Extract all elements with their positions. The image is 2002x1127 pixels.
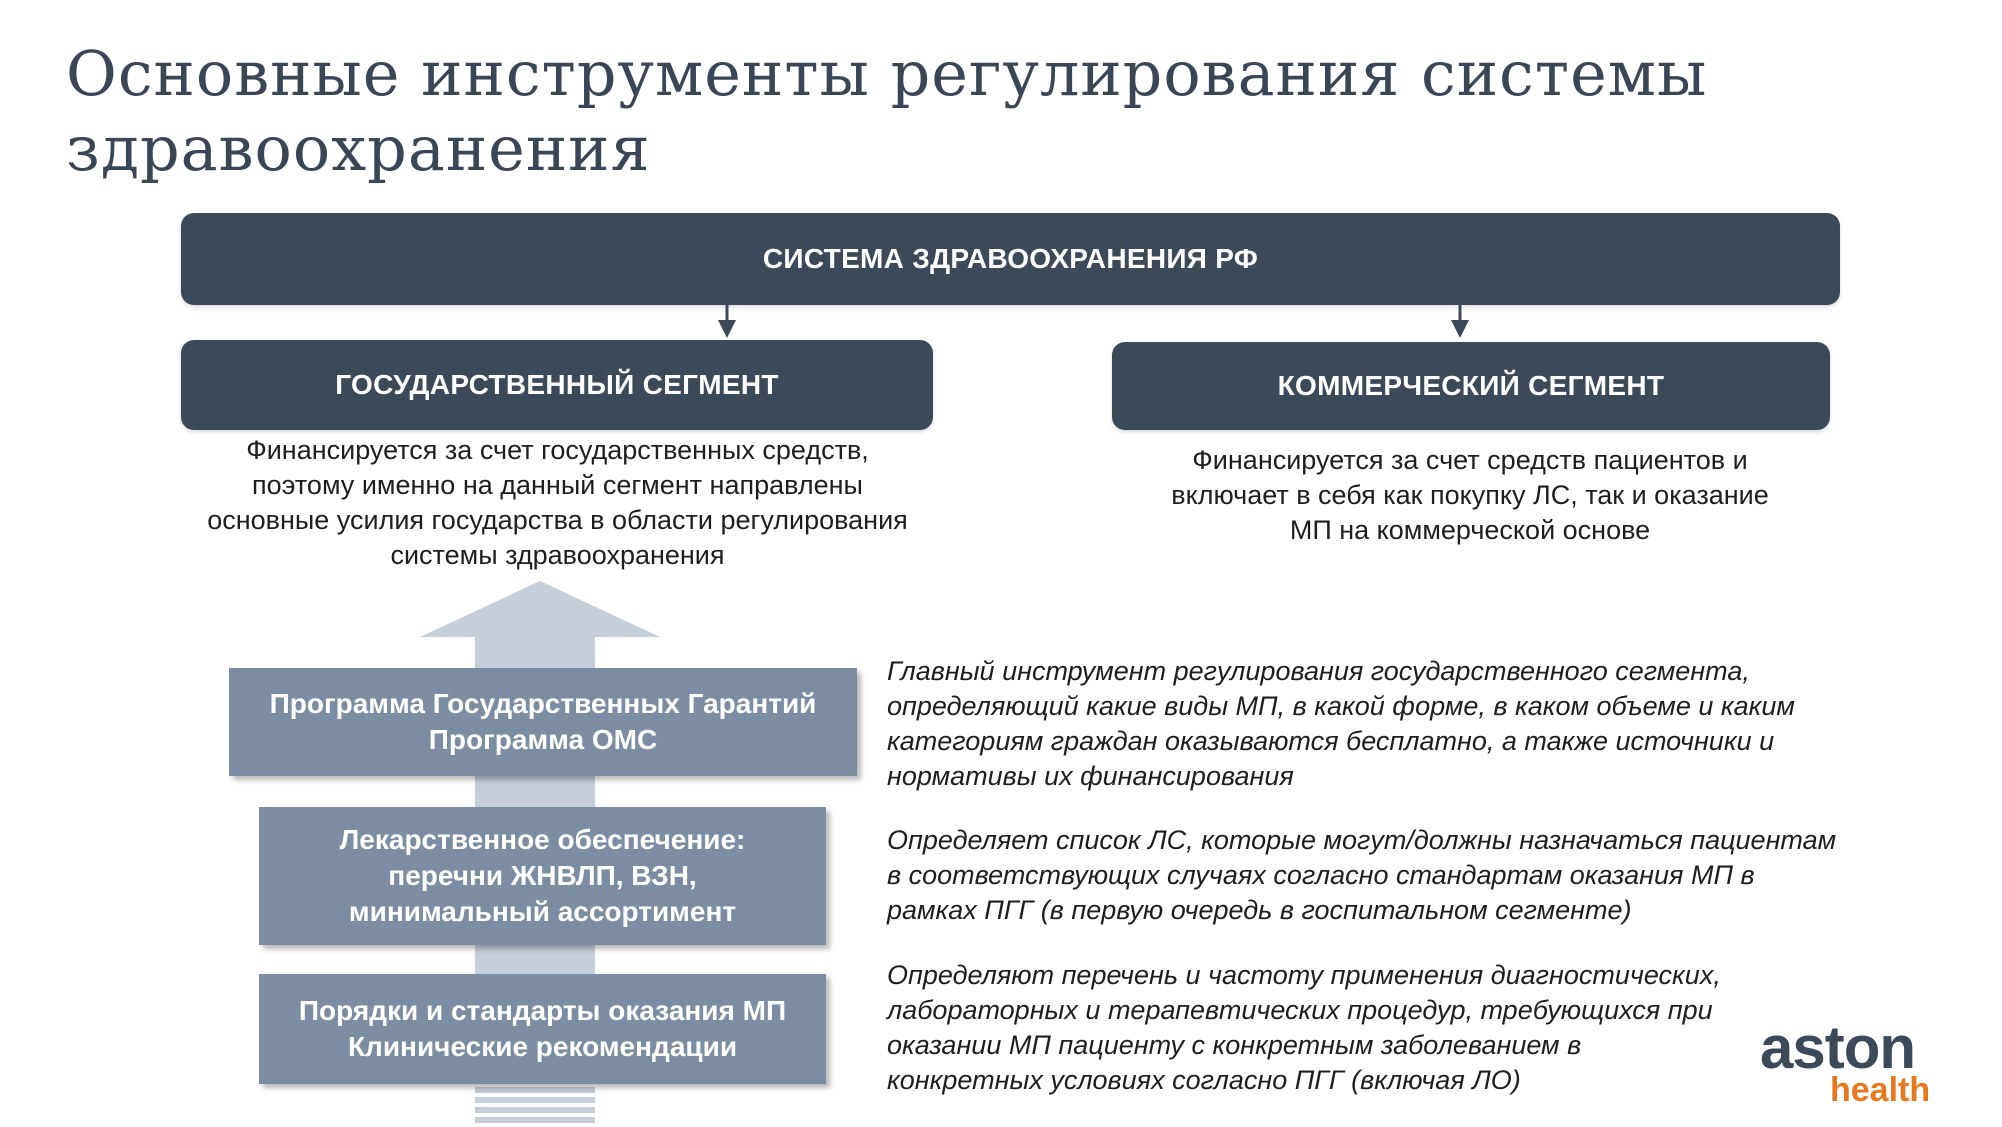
commercial-segment-description-line: МП на коммерческой основе xyxy=(1289,515,1651,545)
instrument-box-line: Клинические рекомендации xyxy=(347,1031,738,1062)
instrument-description-drug-provision xyxy=(887,823,1947,928)
instrument-description-line: определяющий какие виды МП, в какой форме, в каком объеме и каким xyxy=(887,691,1795,721)
instrument-box-standards xyxy=(259,974,826,1084)
instrument-description-line: оказании МП пациенту с конкретным заболеванием в xyxy=(887,1030,1582,1060)
instrument-description-line: нормативы их финансирования xyxy=(887,761,1294,791)
instrument-box-line: Лекарственное обеспечение: xyxy=(339,824,746,855)
state-segment-description-line: поэтому именно на данный сегмент направлены xyxy=(252,470,863,500)
arrow-tail-stripe xyxy=(475,1097,595,1103)
instrument-description-line: Определяет список ЛС, которые могут/должны назначаться пациентам xyxy=(887,825,1837,855)
instrument-box-line: Порядки и стандарты оказания МП xyxy=(298,995,787,1026)
state-segment-label: ГОСУДАРСТВЕННЫЙ СЕГМЕНТ xyxy=(335,369,779,400)
aston-health-logo xyxy=(1760,1014,1940,1118)
arrow-tail-stripe xyxy=(475,1117,595,1123)
commercial-segment-description-line: Финансируется за счет средств пациентов и xyxy=(1192,445,1748,475)
commercial-segment-label: КОММЕРЧЕСКИЙ СЕГМЕНТ xyxy=(1277,370,1665,401)
instrument-description-line: лабораторных и терапевтических процедур, требующихся при xyxy=(887,995,1713,1025)
instrument-box-drug-provision xyxy=(259,807,826,945)
instrument-description-guarantee-program xyxy=(887,654,1947,794)
instrument-description-line: Главный инструмент регулирования государственного сегмента, xyxy=(887,656,1750,686)
instrument-box-line: Программа Государственных Гарантий xyxy=(269,688,817,719)
logo-wordmark-aston: aston xyxy=(1760,1014,1916,1081)
logo-wordmark-health: health xyxy=(1830,1071,1931,1109)
state-segment-description-line: основные усилия государства в области регулирования xyxy=(207,505,908,535)
instrument-description-line: Определяют перечень и частоту применения диагностических, xyxy=(887,960,1721,990)
instrument-box-line: перечни ЖНВЛП, ВЗН, xyxy=(388,860,697,891)
page-title-line-2: здравоохранения xyxy=(66,112,651,185)
commercial-segment-description-line: включает в себя как покупку ЛС, так и оказание xyxy=(1171,480,1769,510)
instrument-description-line: в соответствующих случаях согласно стандартам оказания МП в xyxy=(887,860,1755,890)
page-title-line-1: Основные инструменты регулирования системы xyxy=(66,37,1708,110)
instrument-description-line: конкретных условиях согласно ПГГ (включая ЛО) xyxy=(887,1065,1521,1095)
arrow-tail-stripe xyxy=(475,1107,595,1113)
instrument-box-guarantee-program xyxy=(229,668,857,776)
instrument-description-line: категориям граждан оказываются бесплатно, а также источники и xyxy=(887,726,1775,756)
healthcare-system-label: СИСТЕМА ЗДРАВООХРАНЕНИЯ РФ xyxy=(762,243,1259,274)
state-segment-description-line: системы здравоохранения xyxy=(390,540,725,570)
instrument-description-line: рамках ПГГ (в первую очередь в госпитальном сегменте) xyxy=(887,895,1632,925)
state-segment-description-line: Финансируется за счет государственных средств, xyxy=(246,435,869,465)
instrument-box-line: минимальный ассортимент xyxy=(348,896,737,927)
arrow-tail-stripe xyxy=(475,1087,595,1093)
instrument-box-line: Программа ОМС xyxy=(428,724,658,755)
